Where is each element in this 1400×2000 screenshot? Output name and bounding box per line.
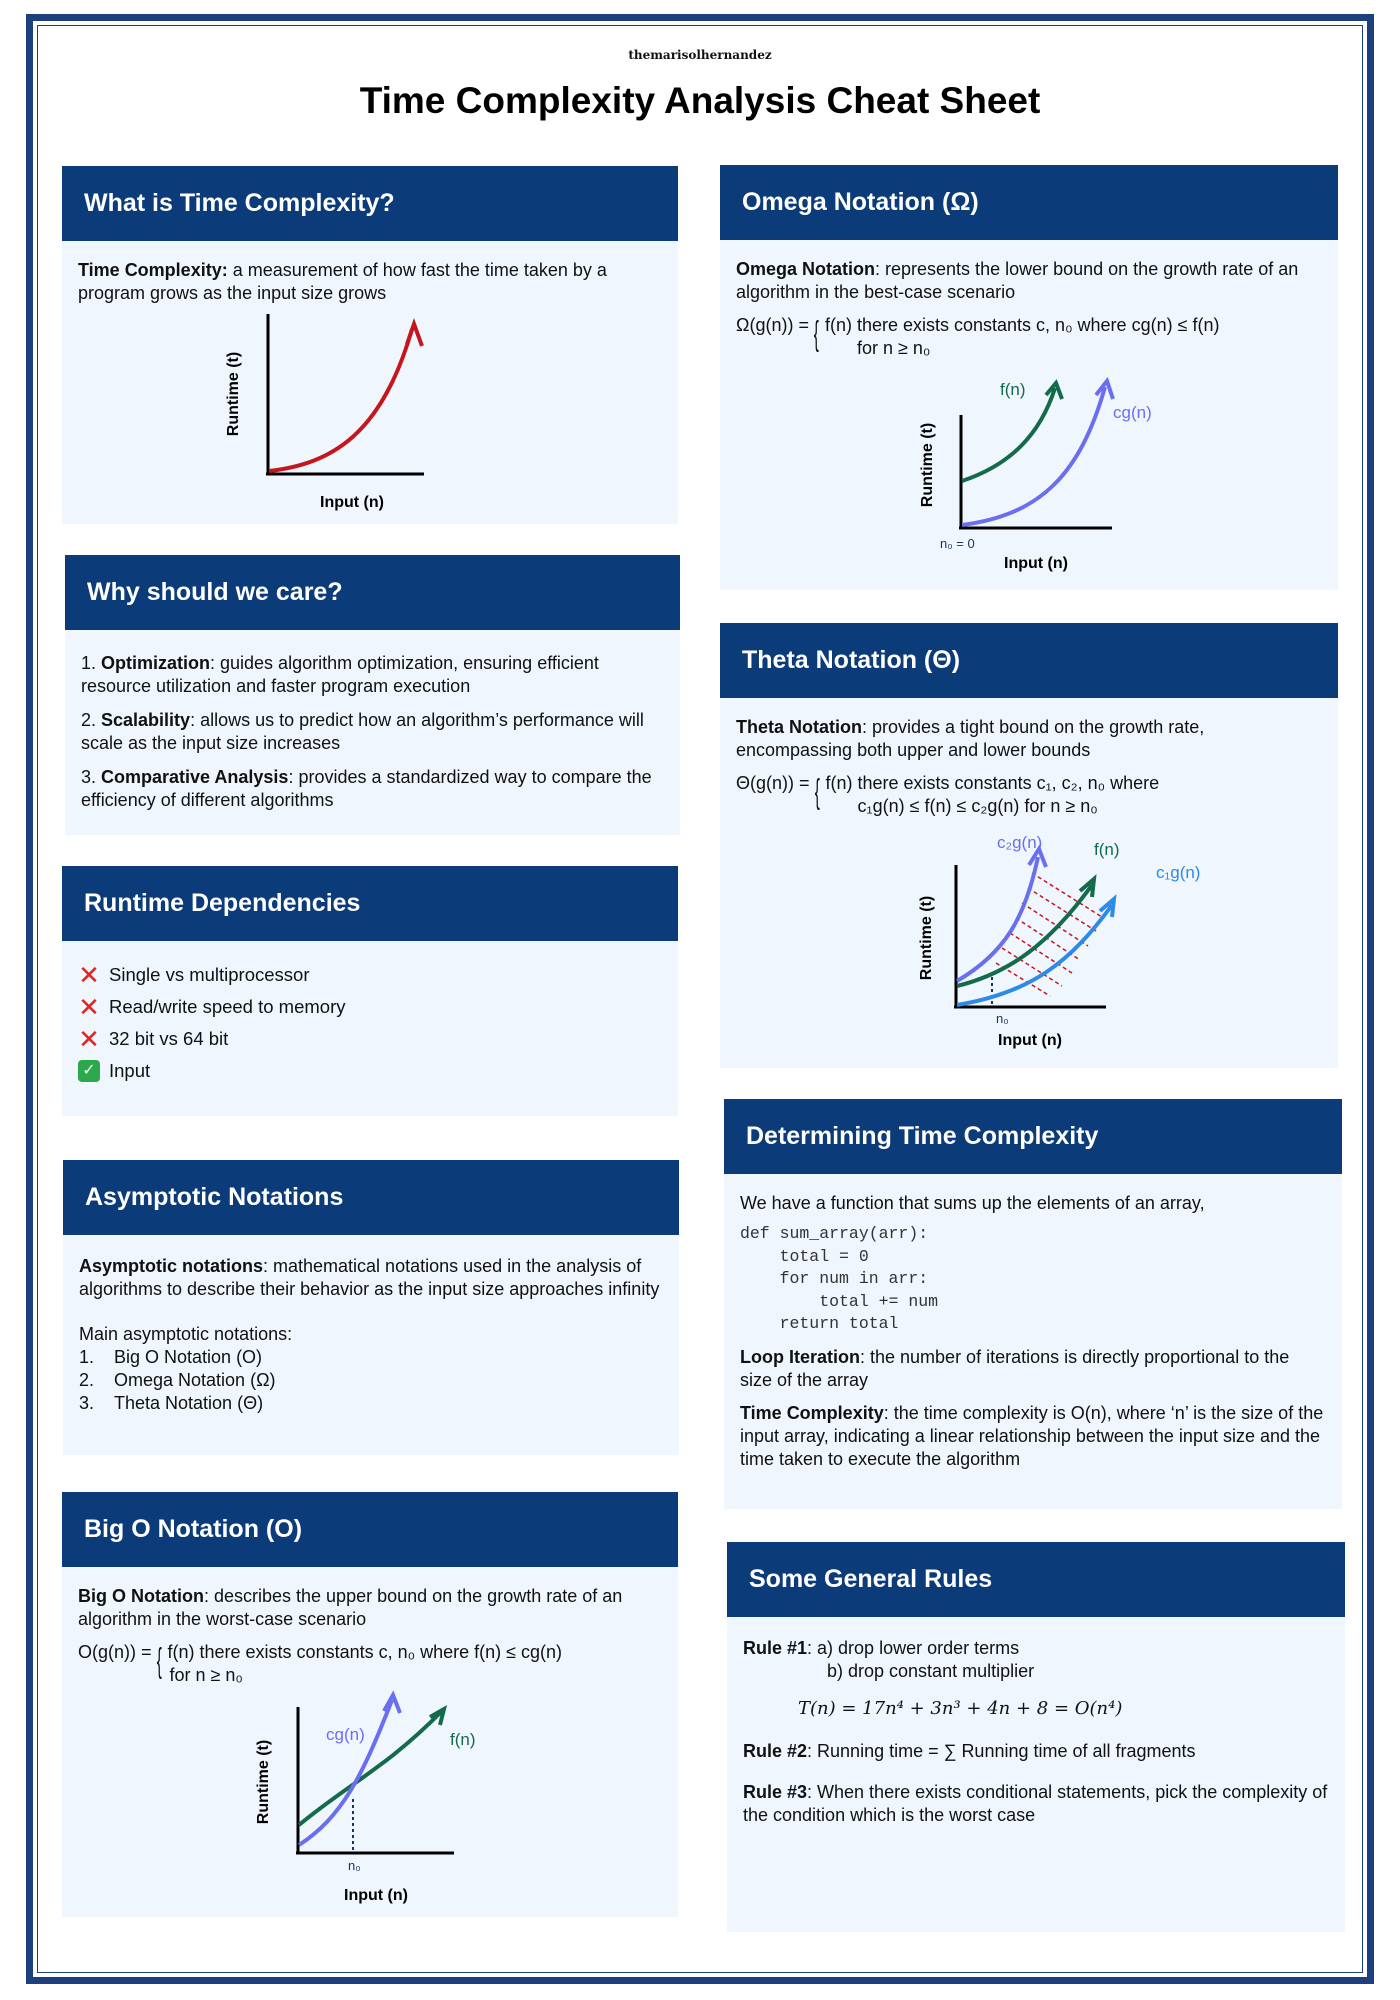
cross-mark-icon: ✕ <box>78 959 100 990</box>
main-label: Main asymptotic notations: <box>79 1324 293 1344</box>
definition <box>736 716 1322 762</box>
term: Omega Notation <box>736 259 876 279</box>
intro: We have a function that sums up the elements of an array, <box>740 1193 1205 1213</box>
label-n0: n₀ = 0 <box>940 536 975 551</box>
y-axis-label: Runtime (t) <box>919 422 936 508</box>
loop-iteration <box>740 1346 1326 1392</box>
term: Rule #2 <box>743 1741 808 1761</box>
formula-left: Θ(g(n)) = <box>736 773 810 793</box>
formula-left: O(g(n)) = <box>78 1642 152 1662</box>
term: Big O Notation <box>78 1586 204 1606</box>
omega-graph <box>720 365 1338 585</box>
card-why-care <box>65 555 680 835</box>
text: : a) drop lower order terms <box>807 1638 1020 1658</box>
formula-left: Ω(g(n)) = <box>736 315 809 335</box>
cg-curve <box>299 1700 392 1845</box>
dependency-item <box>78 959 662 990</box>
item-number: 3. <box>79 1393 95 1413</box>
definition-text: : represents the lower bound on the growth rate of an algorithm in the best-case scenario <box>736 259 1299 302</box>
rule-1 <box>743 1637 1329 1660</box>
dependency-label: 32 bit vs 64 bit <box>109 1028 229 1049</box>
item-text: : guides algorithm optimization, ensuring efficient resource utilization and faster program execution <box>81 653 599 696</box>
term: Rule #1 <box>743 1638 808 1658</box>
card-heading: Some General Rules <box>727 1542 1345 1617</box>
formula-line2: for n ≥ n₀ <box>169 1665 243 1685</box>
red-curve-arrowhead <box>407 324 422 346</box>
x-axis-label: Input (n) <box>344 1887 408 1904</box>
dependency-label: Single vs multiprocessor <box>109 964 310 985</box>
label-c2g: c₂g(n) <box>997 833 1043 852</box>
item-number: 2. <box>81 710 102 730</box>
c2g-curve <box>957 857 1038 981</box>
item-text: : provides a standardized way to compare the efficiency of different algorithms <box>81 767 652 810</box>
formula: Ω(g(n)) = { f(n) there exists constants c, n₀ where cg(n) ≤ f(n) for n ≥ n₀ <box>736 315 1220 358</box>
card-determining <box>724 1099 1342 1509</box>
time-complexity <box>740 1402 1326 1471</box>
card-heading: What is Time Complexity? <box>62 166 678 241</box>
text: : When there exists conditional statements, pick the complexity of the condition which is the worst case <box>743 1782 1328 1825</box>
item-number: 1. <box>81 653 102 673</box>
formula-line1: f(n) there exists constants c₁, c₂, n₀ where <box>825 773 1160 793</box>
term: Rule #3 <box>743 1782 808 1802</box>
cg-curve <box>962 387 1105 525</box>
rule-3 <box>743 1781 1329 1827</box>
term: Time Complexity: <box>78 260 228 280</box>
definition <box>79 1255 663 1301</box>
label-cg: cg(n) <box>326 1725 365 1744</box>
red-curve <box>269 329 412 471</box>
notation-item <box>79 1369 663 1392</box>
card-heading: Omega Notation (Ω) <box>720 165 1338 240</box>
rule-1b: b) drop constant multiplier <box>827 1661 1035 1681</box>
definition <box>78 259 662 305</box>
author-handle: themarisolhernandez <box>628 48 772 62</box>
label-f: f(n) <box>1094 840 1120 859</box>
item-label: Theta Notation (Θ) <box>114 1393 264 1413</box>
code-block: def sum_array(arr): total = 0 for num in arr: total += num return total <box>740 1224 939 1333</box>
y-axis-label: Runtime (t) <box>225 351 242 437</box>
theta-graph <box>720 823 1338 1063</box>
x-axis-label: Input (n) <box>998 1032 1062 1049</box>
cross-mark-icon: ✕ <box>78 1023 100 1054</box>
card-what-is <box>62 166 678 524</box>
definition-text: : provides a tight bound on the growth rate, encompassing both upper and lower bounds <box>736 717 1205 760</box>
formula-line2: c₁g(n) ≤ f(n) ≤ c₂g(n) for n ≥ n₀ <box>857 796 1098 816</box>
term: Loop Iteration <box>740 1346 860 1367</box>
why-item <box>81 709 664 755</box>
formula-line2: for n ≥ n₀ <box>856 338 931 358</box>
definition <box>78 1585 662 1631</box>
why-item <box>81 766 664 812</box>
definition-text: a measurement of how fast the time taken by a program grows as the input size grows <box>78 260 607 303</box>
why-item <box>81 652 664 698</box>
definition-text: : describes the upper bound on the growth rate of an algorithm in the worst-case scenario <box>78 1586 623 1629</box>
y-axis-label: Runtime (t) <box>255 1739 272 1825</box>
text: : the number of iterations is directly proportional to the size of the array <box>740 1346 1290 1390</box>
rule-1-formula: T(n) = 17n⁴ + 3n³ + 4n + 8 = O(n⁴) <box>798 1698 1123 1719</box>
item-term: Optimization <box>101 653 211 673</box>
card-heading: Big O Notation (O) <box>62 1492 678 1567</box>
term: Asymptotic notations <box>79 1256 264 1276</box>
term: Time Complexity <box>740 1402 884 1423</box>
item-text: : allows us to predict how an algorithm’s performance will scale as the input size increases <box>81 710 644 753</box>
label-cg: cg(n) <box>1113 403 1152 422</box>
definition <box>736 258 1322 304</box>
card-runtime-dependencies <box>62 866 678 1116</box>
item-number: 2. <box>79 1370 95 1390</box>
dependency-label: Input <box>109 1060 151 1081</box>
formula: Θ(g(n)) = { f(n) there exists constants c₁, c₂, n₀ where c₁g(n) ≤ f(n) ≤ c₂g(n) for n ≥ n₀ <box>736 773 1160 816</box>
item-label: Omega Notation (Ω) <box>114 1370 276 1390</box>
item-number: 3. <box>81 767 102 787</box>
x-axis-label: Input (n) <box>320 494 384 511</box>
item-term: Scalability <box>101 710 191 730</box>
item-term: Comparative Analysis <box>101 767 289 787</box>
text: : Running time = ∑ Running time of all fragments <box>807 1741 1196 1761</box>
card-theta <box>720 623 1338 1068</box>
label-n0: n₀ <box>996 1011 1009 1026</box>
dependency-label: Read/write speed to memory <box>109 996 346 1017</box>
label-n0: n₀ <box>348 1858 361 1873</box>
definition-text: : mathematical notations used in the analysis of algorithms to describe their behavior as the input size approaches infinity <box>79 1256 660 1299</box>
notation-item <box>79 1392 663 1415</box>
item-number: 1. <box>79 1347 95 1367</box>
formula: O(g(n)) = { f(n) there exists constants c, n₀ where f(n) ≤ cg(n) for n ≥ n₀ <box>78 1642 563 1685</box>
card-big-o <box>62 1492 678 1917</box>
card-heading: Determining Time Complexity <box>724 1099 1342 1174</box>
label-c1g: c₁g(n) <box>1156 863 1201 882</box>
c1g-curve <box>957 905 1112 1005</box>
f-curve <box>299 1711 442 1825</box>
formula-line1: f(n) there exists constants c, n₀ where f(n) ≤ cg(n) <box>167 1642 563 1662</box>
formula-line1: f(n) there exists constants c, n₀ where cg(n) ≤ f(n) <box>824 315 1220 335</box>
card-heading: Runtime Dependencies <box>62 866 678 941</box>
f-curve <box>962 388 1055 481</box>
check-mark-icon: ✓ <box>78 1060 100 1082</box>
term: Theta Notation <box>736 717 862 737</box>
cross-mark-icon: ✕ <box>78 991 100 1022</box>
card-general-rules <box>727 1542 1345 1932</box>
dependency-item <box>78 1023 662 1054</box>
growth-graph <box>62 304 678 524</box>
card-omega <box>720 165 1338 590</box>
card-heading: Asymptotic Notations <box>63 1160 679 1235</box>
card-heading: Theta Notation (Θ) <box>720 623 1338 698</box>
notation-item <box>79 1346 663 1369</box>
card-asymptotic <box>63 1160 679 1455</box>
y-axis-label: Runtime (t) <box>918 895 935 981</box>
label-f: f(n) <box>1000 380 1026 399</box>
big-o-graph <box>62 1687 678 1917</box>
page-title: Time Complexity Analysis Cheat Sheet <box>359 80 1041 121</box>
rule-2 <box>743 1740 1329 1763</box>
x-axis-label: Input (n) <box>1004 555 1068 572</box>
label-f: f(n) <box>450 1730 476 1749</box>
item-label: Big O Notation (O) <box>114 1347 263 1367</box>
dependency-item <box>78 1059 662 1082</box>
card-heading: Why should we care? <box>65 555 680 630</box>
text: : the time complexity is O(n), where ‘n’ is the size of the input array, indicating a linear relationship between the input size and the time taken to execute the algorithm <box>740 1402 1324 1469</box>
dependency-item <box>78 991 662 1022</box>
